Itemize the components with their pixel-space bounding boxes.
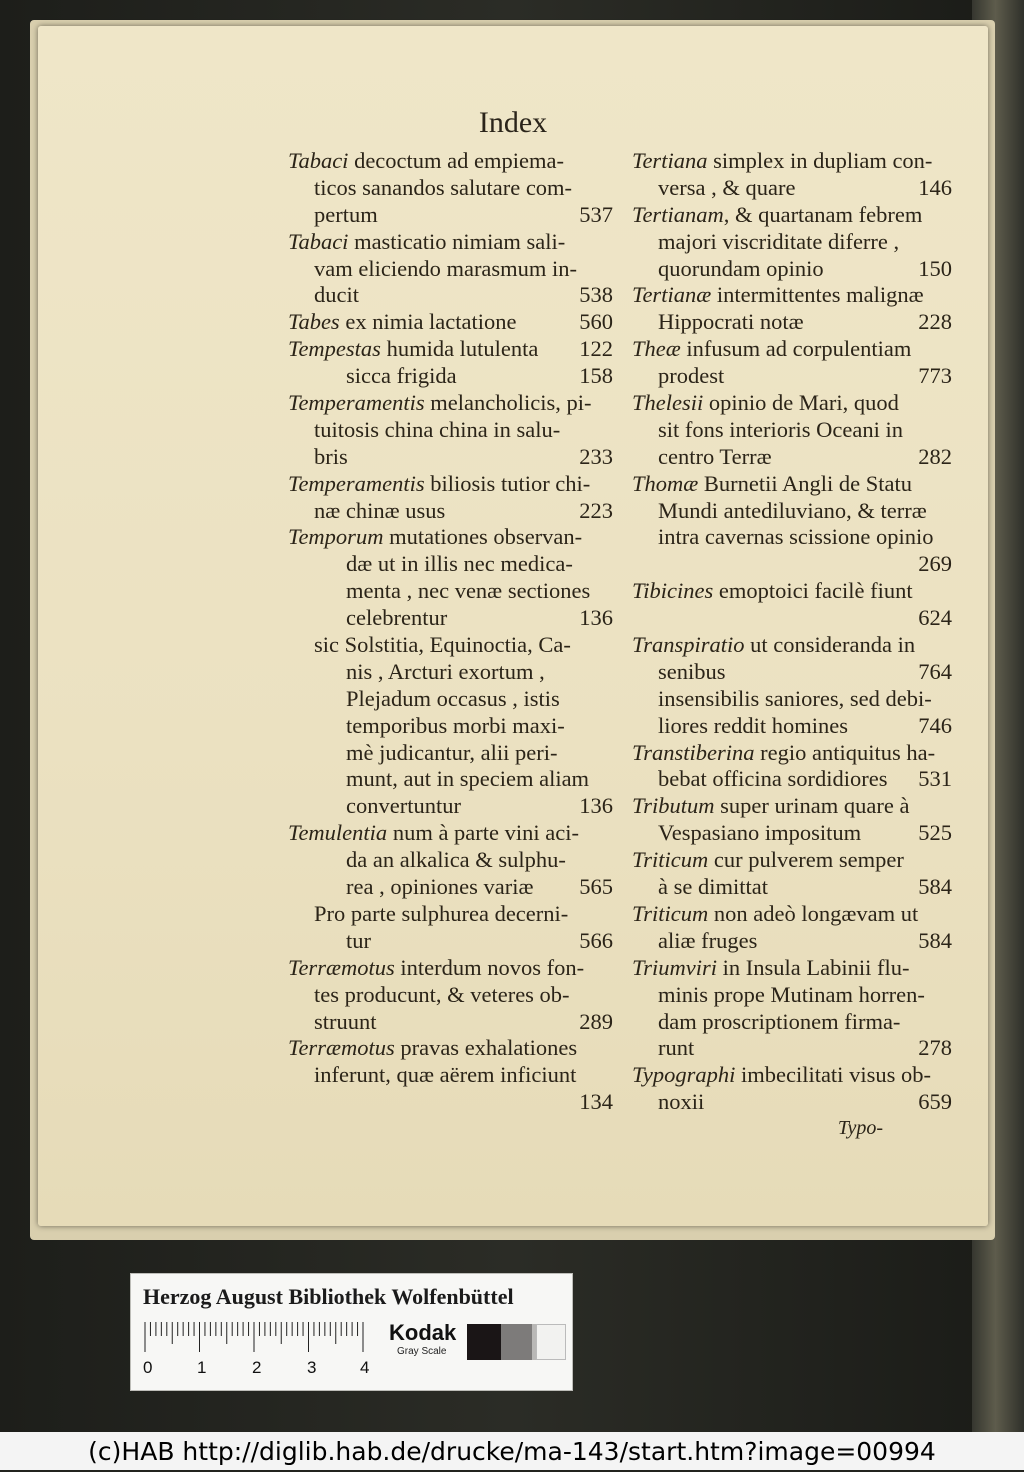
index-text: næ chinæ usus — [314, 497, 446, 523]
index-entry-line — [632, 820, 952, 847]
index-entry-line — [632, 955, 952, 982]
page-number: 746 — [918, 712, 952, 738]
page-number: 134 — [579, 1089, 613, 1115]
index-entry-line — [632, 847, 952, 874]
index-term: Transpiratio — [632, 632, 745, 658]
gray-swatch — [501, 1324, 532, 1360]
index-entry-line — [288, 551, 613, 578]
page-number: 158 — [579, 363, 613, 389]
index-entry-line — [632, 444, 952, 471]
index-text: tuitosis china china in salu- — [314, 416, 561, 442]
index-text: infusum ad corpulentiam — [680, 336, 912, 362]
index-text: menta , nec venæ sectiones — [346, 578, 591, 604]
index-text: humida lutulenta — [380, 336, 539, 362]
index-text: masticatio nimiam sali- — [348, 228, 566, 254]
page-number: 531 — [918, 766, 952, 792]
index-entry-line — [288, 659, 613, 686]
index-text: num à parte vini aci- — [387, 820, 579, 846]
index-term: Transtiberina — [632, 739, 755, 765]
index-entry-line — [288, 417, 613, 444]
index-entry-line — [288, 766, 613, 793]
index-entry-line — [632, 982, 952, 1009]
index-term: Tibicines — [632, 578, 714, 604]
page-number: 566 — [579, 927, 613, 953]
index-entry-line — [288, 1035, 613, 1062]
page-number: 537 — [579, 201, 613, 227]
index-text: super urinam quare à — [714, 793, 910, 819]
index-text: tes producunt, & veteres ob- — [314, 981, 570, 1007]
index-text: minis prope Mutinam horren- — [658, 981, 925, 1007]
index-text: interdum novos fon- — [394, 954, 585, 980]
index-entry-line — [288, 740, 613, 767]
index-entry-line — [632, 417, 952, 444]
page-number: 223 — [579, 497, 613, 523]
page-number: 136 — [579, 605, 613, 631]
index-text: majori viscriditate diferre , — [658, 228, 900, 254]
index-entry-line — [288, 982, 613, 1009]
index-entry-line — [288, 1009, 613, 1036]
index-text: ticos sanandos salutare com- — [314, 174, 573, 200]
index-text: , & quartanam febrem — [723, 201, 923, 227]
ruler-number: 1 — [197, 1358, 207, 1377]
page-number: 233 — [579, 443, 613, 469]
index-entry-line — [288, 955, 613, 982]
page-number: 560 — [579, 309, 613, 335]
index-entry-line — [632, 578, 952, 605]
index-text: Plejadum occasus , istis — [346, 685, 560, 711]
index-entry-line — [288, 793, 613, 820]
ruler — [144, 1322, 366, 1354]
index-entry-line — [288, 820, 613, 847]
page-number: 146 — [918, 174, 952, 200]
index-entry-line — [632, 605, 952, 632]
index-text: aliæ fruges — [658, 927, 758, 953]
footer-url: (c)HAB http://diglib.hab.de/drucke/ma-143/start.htm?image=00994 — [0, 1432, 1024, 1470]
index-term: Tabes — [288, 309, 340, 335]
index-text: intra cavernas scissione opinio — [658, 524, 934, 550]
index-text: centro Terræ — [658, 443, 772, 469]
index-column-right — [632, 148, 952, 1116]
index-text: dæ ut in illis nec medica- — [346, 551, 573, 577]
index-text: dam proscriptionem firma- — [658, 1008, 901, 1034]
index-text: quorundam opinio — [658, 255, 824, 281]
index-text: noxii — [658, 1089, 705, 1115]
index-entry-line — [288, 578, 613, 605]
index-entry-line — [288, 1062, 613, 1089]
index-text: prodest — [658, 363, 725, 389]
gray-swatch — [467, 1324, 501, 1360]
index-term: Tertianam — [632, 201, 724, 227]
index-term: Triumviri — [632, 954, 718, 980]
catchword: Typo- — [837, 1117, 883, 1139]
index-text: Vespasiano impositum — [658, 820, 862, 846]
index-text: pertum — [314, 201, 378, 227]
index-term: Temporum — [288, 524, 384, 550]
index-text: sic Solstitia, Equinoctia, Ca- — [314, 632, 571, 658]
index-entry-line — [288, 390, 613, 417]
index-entry-line — [632, 175, 952, 202]
index-text: biliosis tutior chi- — [424, 470, 591, 496]
index-text: regio antiquitus ha- — [754, 739, 936, 765]
index-text: runt — [658, 1035, 695, 1061]
index-text: celebrentur — [346, 605, 448, 631]
index-entry-line — [632, 713, 952, 740]
index-term: Tertiana — [632, 148, 708, 173]
index-entry-line — [288, 148, 613, 175]
index-term: Temperamentis — [288, 390, 425, 416]
kodak-logo: Kodak — [389, 1320, 457, 1345]
index-entry-line — [288, 363, 613, 390]
index-entry-line — [632, 524, 952, 551]
ruler-number: 2 — [252, 1358, 262, 1377]
index-text: opinio de Mari, quod — [703, 390, 899, 416]
index-entry-line — [632, 1062, 952, 1089]
index-entry-line — [288, 901, 613, 928]
index-term: Triticum — [632, 847, 709, 873]
index-entry-line — [632, 229, 952, 256]
page-number: 150 — [918, 255, 952, 281]
index-text: struunt — [314, 1008, 377, 1034]
index-text: à se dimittat — [658, 874, 768, 900]
index-text: simplex in dupliam con- — [707, 148, 933, 173]
index-entry-line — [288, 309, 613, 336]
index-entry-line — [288, 686, 613, 713]
gray-scale-label: Gray Scale — [397, 1346, 447, 1357]
index-text: ex nimia lactatione — [339, 309, 517, 335]
gray-swatch — [536, 1324, 566, 1360]
index-term: Temulentia — [288, 820, 388, 846]
index-entry-line — [632, 309, 952, 336]
index-entry-line — [288, 713, 613, 740]
index-term: Theæ — [632, 336, 681, 362]
index-text: ducit — [314, 282, 359, 308]
index-text: convertuntur — [346, 793, 461, 819]
index-entry-line — [632, 632, 952, 659]
index-entry-line — [632, 336, 952, 363]
index-entry-line — [632, 202, 952, 229]
index-entry-line — [632, 256, 952, 283]
page-number: 764 — [918, 658, 952, 684]
index-term: Tempestas — [288, 336, 381, 362]
index-entry-line — [632, 551, 952, 578]
index-entry-line — [632, 1009, 952, 1036]
page-number: 282 — [918, 443, 952, 469]
index-text: Mundi antediluviano, & terræ — [658, 497, 927, 523]
index-entry-line — [632, 740, 952, 767]
ruler-number: 3 — [307, 1358, 317, 1377]
page-number: 228 — [918, 309, 952, 335]
index-entry-line — [288, 336, 613, 363]
index-entry-line — [632, 471, 952, 498]
index-text: ut consideranda in — [744, 632, 916, 658]
index-entry-line — [632, 766, 952, 793]
page-number: 584 — [918, 874, 952, 900]
page-number: 269 — [918, 551, 952, 577]
page-number: 584 — [918, 927, 952, 953]
index-entry-line — [632, 148, 952, 175]
index-term: Tabaci — [288, 228, 349, 254]
index-entry-line — [632, 659, 952, 686]
index-text: sicca frigida — [346, 363, 457, 389]
index-text: intermittentes malignæ — [711, 282, 924, 308]
page-number: 659 — [918, 1089, 952, 1115]
index-text: rea , opiniones variæ — [346, 874, 534, 900]
index-text: emoptoici facilè fiunt — [713, 578, 913, 604]
index-entry-line — [288, 282, 613, 309]
index-term: Triticum — [632, 900, 709, 926]
index-entry-line — [632, 686, 952, 713]
index-term: Tributum — [632, 793, 715, 819]
index-entry-line — [288, 471, 613, 498]
index-text: versa , & quare — [658, 174, 796, 200]
index-text: Pro parte sulphurea decerni- — [314, 900, 569, 926]
book-page — [38, 26, 988, 1226]
page-header: Index — [478, 106, 548, 139]
page-number: 565 — [579, 874, 613, 900]
index-text: imbecilitati visus ob- — [735, 1062, 931, 1088]
index-text: liores reddit homines — [658, 712, 848, 738]
page-number: 122 — [579, 336, 613, 362]
index-term: Thomæ — [632, 470, 699, 496]
page-number: 289 — [579, 1008, 613, 1034]
index-text: non adeò longævam ut — [708, 900, 919, 926]
index-text: munt, aut in speciem aliam — [346, 766, 590, 792]
index-entry-line — [632, 363, 952, 390]
index-text: inferunt, quæ aërem inficiunt — [314, 1062, 577, 1088]
page-number: 538 — [579, 282, 613, 308]
index-term: Temperamentis — [288, 470, 425, 496]
index-text: in Insula Labinii flu- — [717, 954, 910, 980]
index-entry-line — [288, 229, 613, 256]
index-text: nis , Arcturi exortum , — [346, 658, 545, 684]
index-text: insensibilis saniores, sed debi- — [658, 685, 932, 711]
index-column-left — [288, 148, 613, 1116]
index-entry-line — [632, 793, 952, 820]
index-entry-line — [288, 498, 613, 525]
index-text: decoctum ad empiema- — [348, 148, 564, 173]
index-text: Burnetii Angli de Statu — [698, 470, 913, 496]
index-text: mutationes observan- — [383, 524, 583, 550]
index-entry-line — [288, 1089, 613, 1116]
index-text: bris — [314, 443, 348, 469]
index-entry-line — [632, 1035, 952, 1062]
index-entry-line — [632, 901, 952, 928]
index-text: tur — [346, 927, 371, 953]
index-text: bebat officina sordidiores — [658, 766, 888, 792]
page-number: 136 — [579, 793, 613, 819]
index-entry-line — [632, 282, 952, 309]
index-entry-line — [632, 390, 952, 417]
index-term: Tertianæ — [632, 282, 712, 308]
index-entry-line — [288, 605, 613, 632]
index-text: melancholicis, pi- — [424, 390, 592, 416]
index-text: Hippocrati notæ — [658, 309, 804, 335]
page-number: 624 — [918, 605, 952, 631]
index-text: da an alkalica & sulphu- — [346, 847, 566, 873]
index-entry-line — [288, 175, 613, 202]
index-entry-line — [632, 1089, 952, 1116]
index-term: Terræmotus — [288, 1035, 395, 1061]
index-entry-line — [288, 202, 613, 229]
index-text: pravas exhalationes — [394, 1035, 578, 1061]
index-term: Tabaci — [288, 148, 349, 173]
index-text: senibus — [658, 658, 726, 684]
index-entry-line — [632, 498, 952, 525]
ruler-number: 4 — [360, 1358, 370, 1377]
library-name: Herzog August Bibliothek Wolfenbüttel — [143, 1284, 514, 1309]
page-number: 525 — [918, 820, 952, 846]
index-entry-line — [632, 928, 952, 955]
index-text: vam eliciendo marasmum in- — [314, 255, 578, 281]
index-entry-line — [288, 874, 613, 901]
index-entry-line — [288, 632, 613, 659]
ruler-number: 0 — [143, 1358, 153, 1377]
index-entry-line — [288, 847, 613, 874]
index-text: sit fons interioris Oceani in — [658, 416, 903, 442]
index-text: mè judicantur, alii peri- — [346, 739, 558, 765]
page-number: 773 — [918, 363, 952, 389]
page-number: 278 — [918, 1035, 952, 1061]
index-term: Terræmotus — [288, 954, 395, 980]
index-term: Thelesii — [632, 390, 704, 416]
index-text: temporibus morbi maxi- — [346, 712, 565, 738]
index-entry-line — [632, 874, 952, 901]
index-term: Typographi — [632, 1062, 736, 1088]
index-entry-line — [288, 524, 613, 551]
index-entry-line — [288, 444, 613, 471]
index-text: cur pulverem semper — [708, 847, 904, 873]
index-entry-line — [288, 928, 613, 955]
color-target — [130, 1273, 573, 1391]
index-entry-line — [288, 256, 613, 283]
